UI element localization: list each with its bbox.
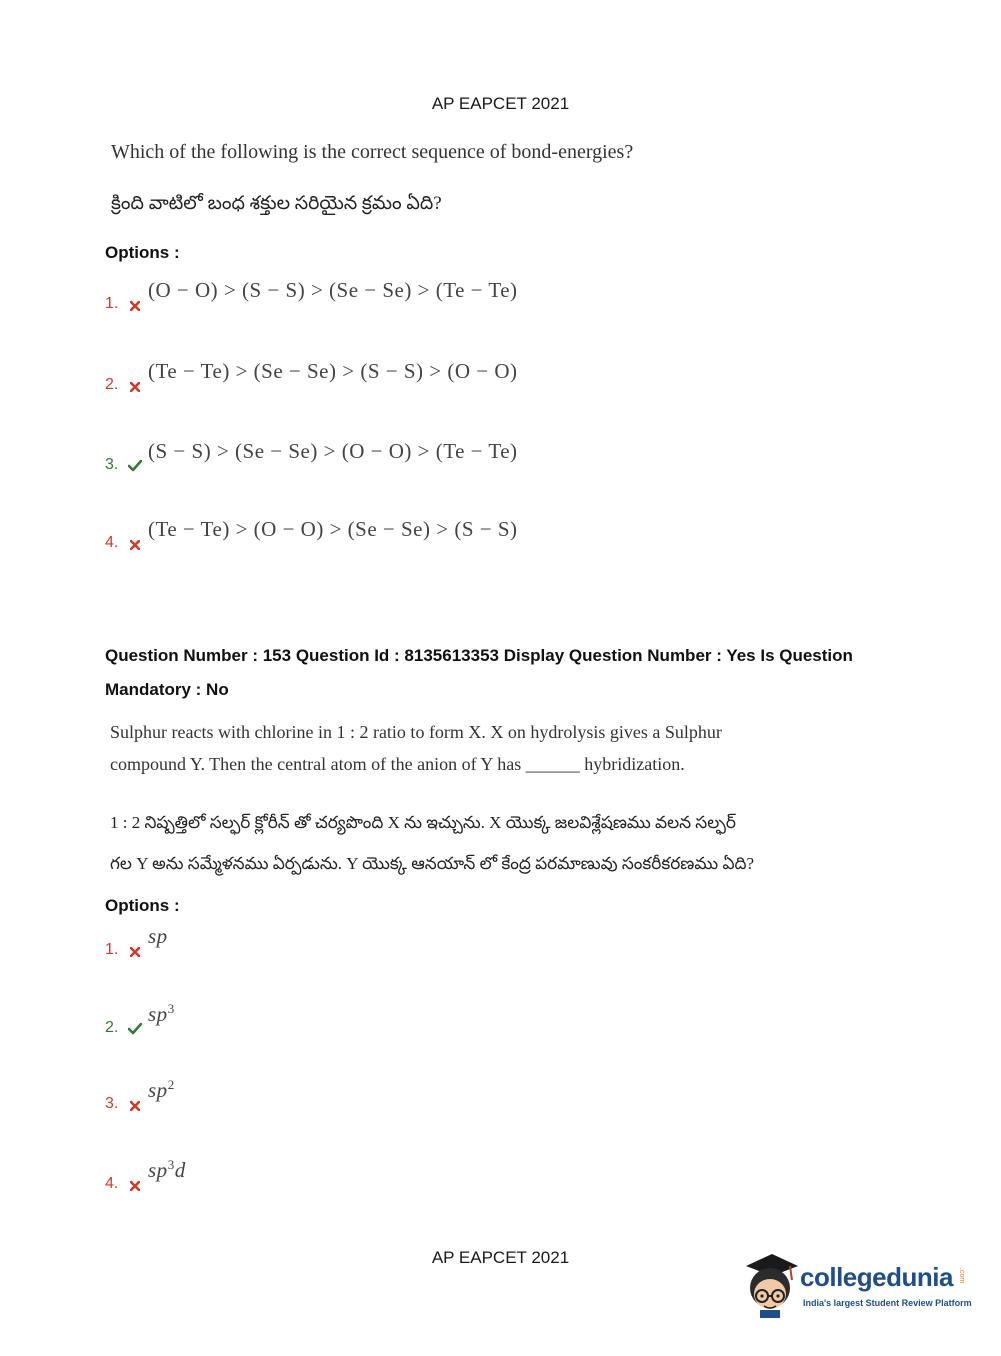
question-2-option-3 <box>105 1077 175 1113</box>
question-1-option-3 <box>105 439 518 474</box>
logo-tagline: India's largest Student Review Platform <box>803 1298 972 1308</box>
question-2-option-1 <box>105 924 168 959</box>
question-meta-line-2: Mandatory : No <box>105 680 229 699</box>
option-number: 1. <box>105 295 119 312</box>
cross-icon <box>125 301 145 311</box>
question-2-options-label: Options : <box>105 896 180 915</box>
question-2-text-english <box>110 716 722 780</box>
question-1-text-telugu: క్రింది వాటిలో బంధ శక్తుల సరియైన క్రమం ఏది? <box>111 193 442 214</box>
option-number: 3. <box>105 1095 119 1112</box>
question-meta-line-1: Question Number : 153 Question Id : 8135613353 Display Question Number : Yes Is Question <box>105 646 853 665</box>
page-footer: AP EAPCET 2021 <box>431 1248 570 1267</box>
option-number: 1. <box>105 941 119 958</box>
question-2-option-2 <box>105 1001 175 1037</box>
question-2-text-telugu <box>110 802 810 884</box>
cross-icon <box>125 382 145 392</box>
option-text: $sp^3$ <box>148 1001 175 1026</box>
option-number: 2. <box>105 376 119 393</box>
question-1-text-english: Which of the following is the correct sequence of bond-energies? <box>111 141 634 163</box>
option-number: 2. <box>105 1019 119 1036</box>
question-1-option-4 <box>105 517 518 552</box>
option-text: (Te − Te) > (Se − Se) > (S − S) > (O − O) <box>148 359 518 383</box>
logo-suffix: .com <box>958 1268 965 1284</box>
question-text-line: compound Y. Then the central atom of the anion of Y has ______ hybridization. <box>110 754 685 774</box>
cross-icon <box>125 540 145 550</box>
option-text: (Te − Te) > (O − O) > (Se − Se) > (S − S) <box>148 517 518 541</box>
option-number: 3. <box>105 456 119 473</box>
option-text: $sp^2$ <box>148 1077 175 1102</box>
question-2-meta <box>105 639 925 707</box>
option-number: 4. <box>105 534 119 551</box>
question-text-line: గల Y అను సమ్మేళనము ఏర్పడును. Y యొక్క ఆనయాన్ లో కేంద్ర పరమాణువు సంకరీకరణము ఏది? <box>110 854 755 873</box>
question-1-option-1 <box>105 278 518 313</box>
question-2-option-4 <box>105 1157 186 1193</box>
question-1-option-2 <box>105 359 518 394</box>
option-text: (O − O) > (S − S) > (Se − Se) > (Te − Te) <box>148 278 518 302</box>
question-text-line: 1 : 2 నిష్పత్తిలో సల్ఫర్ క్లోరీన్ తో చర్యపొంది X ను ఇచ్చును. X యొక్క జలవిశ్లేషణము వలన సల్ఫర్ <box>110 813 736 832</box>
option-text: (S − S) > (Se − Se) > (O − O) > (Te − Te) <box>148 439 518 463</box>
check-icon <box>125 460 145 472</box>
cross-icon <box>125 1101 145 1111</box>
option-text: sp <box>148 924 168 948</box>
option-text: $sp^3d$ <box>148 1157 186 1182</box>
cross-icon <box>125 947 145 957</box>
option-number: 4. <box>105 1175 119 1192</box>
question-text-line: Sulphur reacts with chlorine in 1 : 2 ratio to form X. X on hydrolysis gives a Sulphur <box>110 722 722 742</box>
page-header: AP EAPCET 2021 <box>431 94 570 113</box>
cross-icon <box>125 1181 145 1191</box>
question-1-options-label: Options : <box>105 243 180 262</box>
logo-wordmark: collegedunia <box>800 1262 953 1292</box>
mascot-logo-icon <box>742 1250 798 1325</box>
check-icon <box>125 1023 145 1035</box>
